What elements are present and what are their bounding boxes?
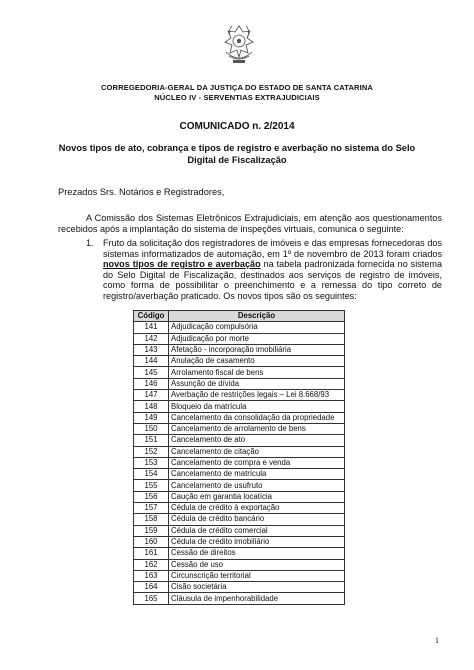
- cell-description: Arrolamento fiscal de bens: [169, 367, 345, 378]
- table-row: [134, 536, 345, 547]
- table-header-row: [134, 311, 345, 322]
- org-name-line-2: NÚCLEO IV - SERVENTIAS EXTRAJUDICIAIS: [154, 93, 320, 102]
- item-number: 1.: [86, 238, 94, 248]
- cell-description: Cédula de crédito bancário: [169, 514, 345, 525]
- cell-description: Cédula de crédito à exportação: [169, 503, 345, 514]
- cell-code: 160: [134, 536, 169, 547]
- cell-description: Circunscrição territorial: [169, 570, 345, 581]
- cell-description: Averbação de restrições legais – Lei 8.668/93: [169, 390, 345, 401]
- cell-description: Cancelamento de matrícula: [169, 469, 345, 480]
- cell-code: 155: [134, 480, 169, 491]
- cell-code: 159: [134, 525, 169, 536]
- registration-types-table: [133, 310, 345, 605]
- cell-code: 144: [134, 356, 169, 367]
- table-row: [134, 469, 345, 480]
- table-row: [134, 423, 345, 434]
- table-row: [134, 514, 345, 525]
- cell-code: 158: [134, 514, 169, 525]
- table-row: [134, 446, 345, 457]
- org-name-line-1: CORREGEDORIA-GERAL DA JUSTIÇA DO ESTADO DE SANTA CATARINA: [100, 83, 374, 92]
- cell-code: 163: [134, 570, 169, 581]
- cell-code: 150: [134, 423, 169, 434]
- table-row: [134, 367, 345, 378]
- table-row: [134, 480, 345, 491]
- table-row: [134, 593, 345, 604]
- table-row: [134, 344, 345, 355]
- numbered-item-1: [58, 238, 442, 301]
- item-text-part-b: na tabela padronizada fornecida no sistema do Selo Digital de Fiscalização, destinados aos serviços de registro de imóveis, como forma de possibilitar o preenchimento e a remessa do tipo correto de registro/averbação praticado. Os novos tipos são os seguintes:: [103, 259, 443, 301]
- cell-code: 142: [134, 333, 169, 344]
- cell-code: 153: [134, 457, 169, 468]
- table-row: [134, 435, 345, 446]
- cell-description: Cancelamento de usufruto: [169, 480, 345, 491]
- cell-description: Adjudicação por morte: [169, 333, 345, 344]
- cell-code: 162: [134, 559, 169, 570]
- table-row: [134, 378, 345, 389]
- cell-code: 141: [134, 322, 169, 333]
- cell-description: Adjudicação compulsória: [169, 322, 345, 333]
- greeting: Prezados Srs. Notários e Registradores,: [58, 187, 225, 197]
- table-row: [134, 401, 345, 412]
- table-row: [134, 412, 345, 423]
- cell-code: 149: [134, 412, 169, 423]
- cell-description: Cancelamento de ato: [169, 435, 345, 446]
- cell-code: 148: [134, 401, 169, 412]
- table-row: [134, 559, 345, 570]
- cell-description: Cessão de uso: [169, 559, 345, 570]
- cell-code: 164: [134, 582, 169, 593]
- cell-description: Cédula de crédito imobiliário: [169, 536, 345, 547]
- cell-description: Anulação de casamento: [169, 356, 345, 367]
- cell-code: 151: [134, 435, 169, 446]
- cell-description: Cancelamento de compra e venda: [169, 457, 345, 468]
- intro-paragraph: A Comissão dos Sistemas Eletrônicos Extrajudiciais, em atenção aos questionamentos recebidos após a implantação do sistema de inspeções virtuais, comunica o seguinte:: [58, 213, 442, 234]
- table-row: [134, 570, 345, 581]
- page-number: 1: [435, 636, 439, 645]
- cell-code: 156: [134, 491, 169, 502]
- table-row: [134, 525, 345, 536]
- item-highlight: novos tipos de registro e averbação: [103, 259, 261, 269]
- document-subject: Novos tipos de ato, cobrança e tipos de registro e averbação no sistema do Selo Digital de Fiscalização: [58, 143, 416, 165]
- table-row: [134, 457, 345, 468]
- item-text: [103, 238, 442, 301]
- cell-code: 152: [134, 446, 169, 457]
- cell-code: 154: [134, 469, 169, 480]
- table-row: [134, 322, 345, 333]
- item-text-part-a: Fruto da solicitação dos registradores de imóveis e das empresas fornecedoras dos sistemas informatizados de automação, em 1º de novembro de 2013 foram criados: [103, 238, 442, 259]
- cell-description: Cédula de crédito comercial: [169, 525, 345, 536]
- cell-description: Afetação - incorporação imobiliária: [169, 344, 345, 355]
- cell-code: 143: [134, 344, 169, 355]
- cell-description: Cláusula de impenhorabilidade: [169, 593, 345, 604]
- cell-code: 146: [134, 378, 169, 389]
- coat-of-arms-seal-icon: [220, 22, 258, 66]
- column-header-description: Descrição: [169, 311, 345, 322]
- cell-description: Cancelamento de citação: [169, 446, 345, 457]
- cell-code: 147: [134, 390, 169, 401]
- table-row: [134, 582, 345, 593]
- table-row: [134, 491, 345, 502]
- cell-description: Cessão de direitos: [169, 548, 345, 559]
- cell-description: Cancelamento da consolidação da propriedade: [169, 412, 345, 423]
- cell-description: Assunção de dívida: [169, 378, 345, 389]
- cell-code: 145: [134, 367, 169, 378]
- table-row: [134, 548, 345, 559]
- cell-code: 165: [134, 593, 169, 604]
- table-body: [134, 322, 345, 604]
- table-row: [134, 333, 345, 344]
- document-title: COMUNICADO n. 2/2014: [179, 121, 295, 132]
- table-row: [134, 390, 345, 401]
- cell-code: 157: [134, 503, 169, 514]
- cell-description: Cancelamento de arrolamento de bens: [169, 423, 345, 434]
- column-header-code: Código: [134, 311, 169, 322]
- cell-code: 161: [134, 548, 169, 559]
- cell-description: Caução em garantia locatícia: [169, 491, 345, 502]
- cell-description: Cisão societária: [169, 582, 345, 593]
- table-row: [134, 503, 345, 514]
- table-row: [134, 356, 345, 367]
- cell-description: Bloqueio da matrícula: [169, 401, 345, 412]
